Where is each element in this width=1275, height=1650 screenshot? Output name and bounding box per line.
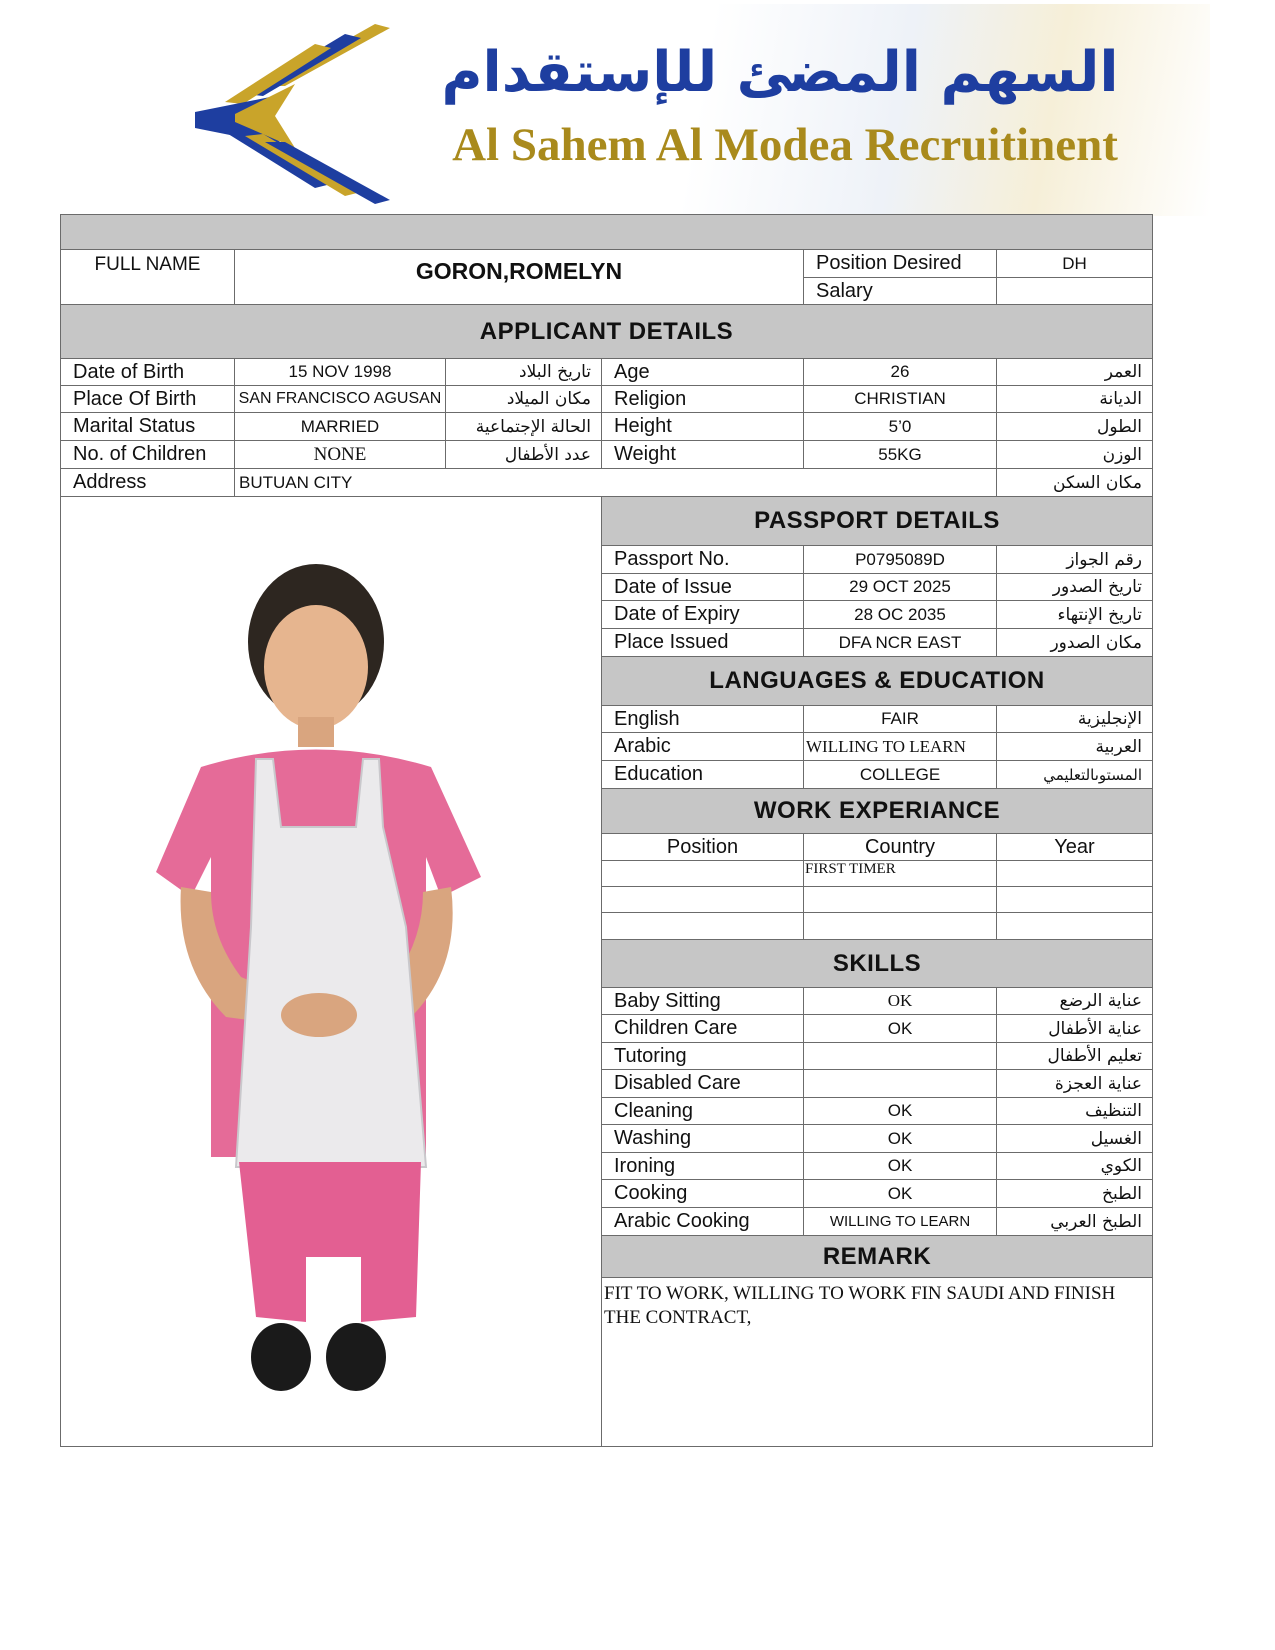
work-col-position: Position: [601, 833, 804, 861]
place-of-birth-label: Place Of Birth: [60, 385, 235, 413]
company-header: [65, 4, 1210, 216]
languages-header: LANGUAGES & EDUCATION: [601, 656, 1153, 706]
work-col-year: Year: [996, 833, 1153, 861]
children-label: No. of Children: [60, 440, 235, 469]
weight-value: 55KG: [803, 440, 997, 469]
skill-ironing-value: OK: [803, 1152, 997, 1180]
dob-label: Date of Birth: [60, 358, 235, 386]
arabic-label: Arabic: [601, 732, 804, 761]
arabic-arabic: العربية: [996, 732, 1153, 761]
skill-washing-value: OK: [803, 1124, 997, 1153]
skill-washing-arabic: الغسيل: [996, 1124, 1153, 1153]
work-experience-header: WORK EXPERIANCE: [601, 788, 1153, 834]
place-issued-value: DFA NCR EAST: [803, 628, 997, 657]
age-value: 26: [803, 358, 997, 386]
skill-washing-label: Washing: [601, 1124, 804, 1153]
skill-cooking-value: OK: [803, 1179, 997, 1208]
remark-text: FIT TO WORK, WILLING TO WORK FIN SAUDI AND FINISH THE CONTRACT,: [601, 1277, 1153, 1447]
passport-no-label: Passport No.: [601, 545, 804, 574]
date-of-expiry-arabic: تاريخ الإنتهاء: [996, 600, 1153, 629]
skill-cooking-arabic: الطبخ: [996, 1179, 1153, 1208]
salary-label: Salary: [803, 277, 997, 305]
skill-arabic-cooking-arabic: الطبخ العربي: [996, 1207, 1153, 1236]
remark-header: REMARK: [601, 1235, 1153, 1278]
top-gray-bar: [60, 214, 1153, 250]
full-name-label: FULL NAME: [60, 249, 235, 305]
passport-no-value: P0795089D: [803, 545, 997, 574]
skill-children-care-arabic: عناية الأطفال: [996, 1014, 1153, 1043]
place-issued-arabic: مكان الصدور: [996, 628, 1153, 657]
place-issued-label: Place Issued: [601, 628, 804, 657]
skill-tutoring-label: Tutoring: [601, 1042, 804, 1070]
position-desired-value: DH: [996, 249, 1153, 278]
skill-arabic-cooking-value: WILLING TO LEARN: [803, 1207, 997, 1236]
weight-arabic: الوزن: [996, 440, 1153, 469]
children-arabic: عدد الأطفال: [445, 440, 602, 469]
work-row-2-year: [996, 886, 1153, 913]
date-of-issue-value: 29 OCT 2025: [803, 573, 997, 601]
english-arabic: الإنجليزية: [996, 705, 1153, 733]
religion-label: Religion: [601, 385, 804, 413]
skills-header: SKILLS: [601, 939, 1153, 988]
weight-label: Weight: [601, 440, 804, 469]
skill-children-care-label: Children Care: [601, 1014, 804, 1043]
skill-cleaning-arabic: التنظيف: [996, 1097, 1153, 1125]
address-arabic: مكان السكن: [996, 468, 1153, 497]
date-of-expiry-value: 28 OC 2035: [803, 600, 997, 629]
applicant-details-header: APPLICANT DETAILS: [60, 304, 1153, 359]
religion-value: CHRISTIAN: [803, 385, 997, 413]
height-label: Height: [601, 412, 804, 441]
date-of-expiry-label: Date of Expiry: [601, 600, 804, 629]
education-label: Education: [601, 760, 804, 789]
company-name-english: Al Sahem Al Modea Recruitinent: [452, 119, 1118, 171]
salary-value: [996, 277, 1153, 305]
marital-status-label: Marital Status: [60, 412, 235, 441]
skill-cleaning-label: Cleaning: [601, 1097, 804, 1125]
education-arabic: المستوىالتعليمي: [996, 760, 1153, 789]
children-value: NONE: [234, 440, 446, 469]
skill-baby-sitting-value: OK: [803, 987, 997, 1015]
education-value: COLLEGE: [803, 760, 997, 789]
skill-baby-sitting-label: Baby Sitting: [601, 987, 804, 1015]
address-label: Address: [60, 468, 235, 497]
place-of-birth-arabic: مكان الميلاد: [445, 385, 602, 413]
full-name-value: GORON,ROMELYN: [234, 249, 804, 305]
work-row-3-year: [996, 912, 1153, 940]
skill-disabled-care-value: [803, 1069, 997, 1098]
work-col-country: Country: [803, 833, 997, 861]
work-row-3-position: [601, 912, 804, 940]
marital-status-arabic: الحالة الإجتماعية: [445, 412, 602, 441]
passport-details-header: PASSPORT DETAILS: [601, 496, 1153, 546]
work-row-2-country: [803, 886, 997, 913]
company-name-arabic: السهم المضئ للإستقدام: [441, 40, 1119, 105]
skill-disabled-care-arabic: عناية العجزة: [996, 1069, 1153, 1098]
work-row-1-year: [996, 860, 1153, 887]
address-value: BUTUAN CITY: [234, 468, 997, 497]
dob-value: 15 NOV 1998: [234, 358, 446, 386]
position-desired-label: Position Desired: [803, 249, 997, 278]
work-row-1-country: FIRST TIMER: [803, 860, 997, 887]
applicant-photo-icon: [61, 497, 601, 1446]
height-value: 5’0: [803, 412, 997, 441]
dob-arabic: تاريخ البلاد: [445, 358, 602, 386]
skill-tutoring-arabic: تعليم الأطفال: [996, 1042, 1153, 1070]
skill-disabled-care-label: Disabled Care: [601, 1069, 804, 1098]
age-arabic: العمر: [996, 358, 1153, 386]
skill-tutoring-value: [803, 1042, 997, 1070]
skill-ironing-arabic: الكوي: [996, 1152, 1153, 1180]
photo-panel: [60, 496, 602, 1447]
religion-arabic: الديانة: [996, 385, 1153, 413]
skill-cleaning-value: OK: [803, 1097, 997, 1125]
date-of-issue-arabic: تاريخ الصدور: [996, 573, 1153, 601]
skill-baby-sitting-arabic: عناية الرضع: [996, 987, 1153, 1015]
place-of-birth-value: SAN FRANCISCO AGUSAN: [234, 385, 446, 413]
skill-children-care-value: OK: [803, 1014, 997, 1043]
date-of-issue-label: Date of Issue: [601, 573, 804, 601]
work-row-3-country: [803, 912, 997, 940]
skill-cooking-label: Cooking: [601, 1179, 804, 1208]
arabic-value: WILLING TO LEARN: [803, 732, 997, 761]
marital-status-value: MARRIED: [234, 412, 446, 441]
english-label: English: [601, 705, 804, 733]
work-row-2-position: [601, 886, 804, 913]
english-value: FAIR: [803, 705, 997, 733]
passport-no-arabic: رقم الجواز: [996, 545, 1153, 574]
skill-arabic-cooking-label: Arabic Cooking: [601, 1207, 804, 1236]
age-label: Age: [601, 358, 804, 386]
height-arabic: الطول: [996, 412, 1153, 441]
skill-ironing-label: Ironing: [601, 1152, 804, 1180]
work-row-1-position: [601, 860, 804, 887]
